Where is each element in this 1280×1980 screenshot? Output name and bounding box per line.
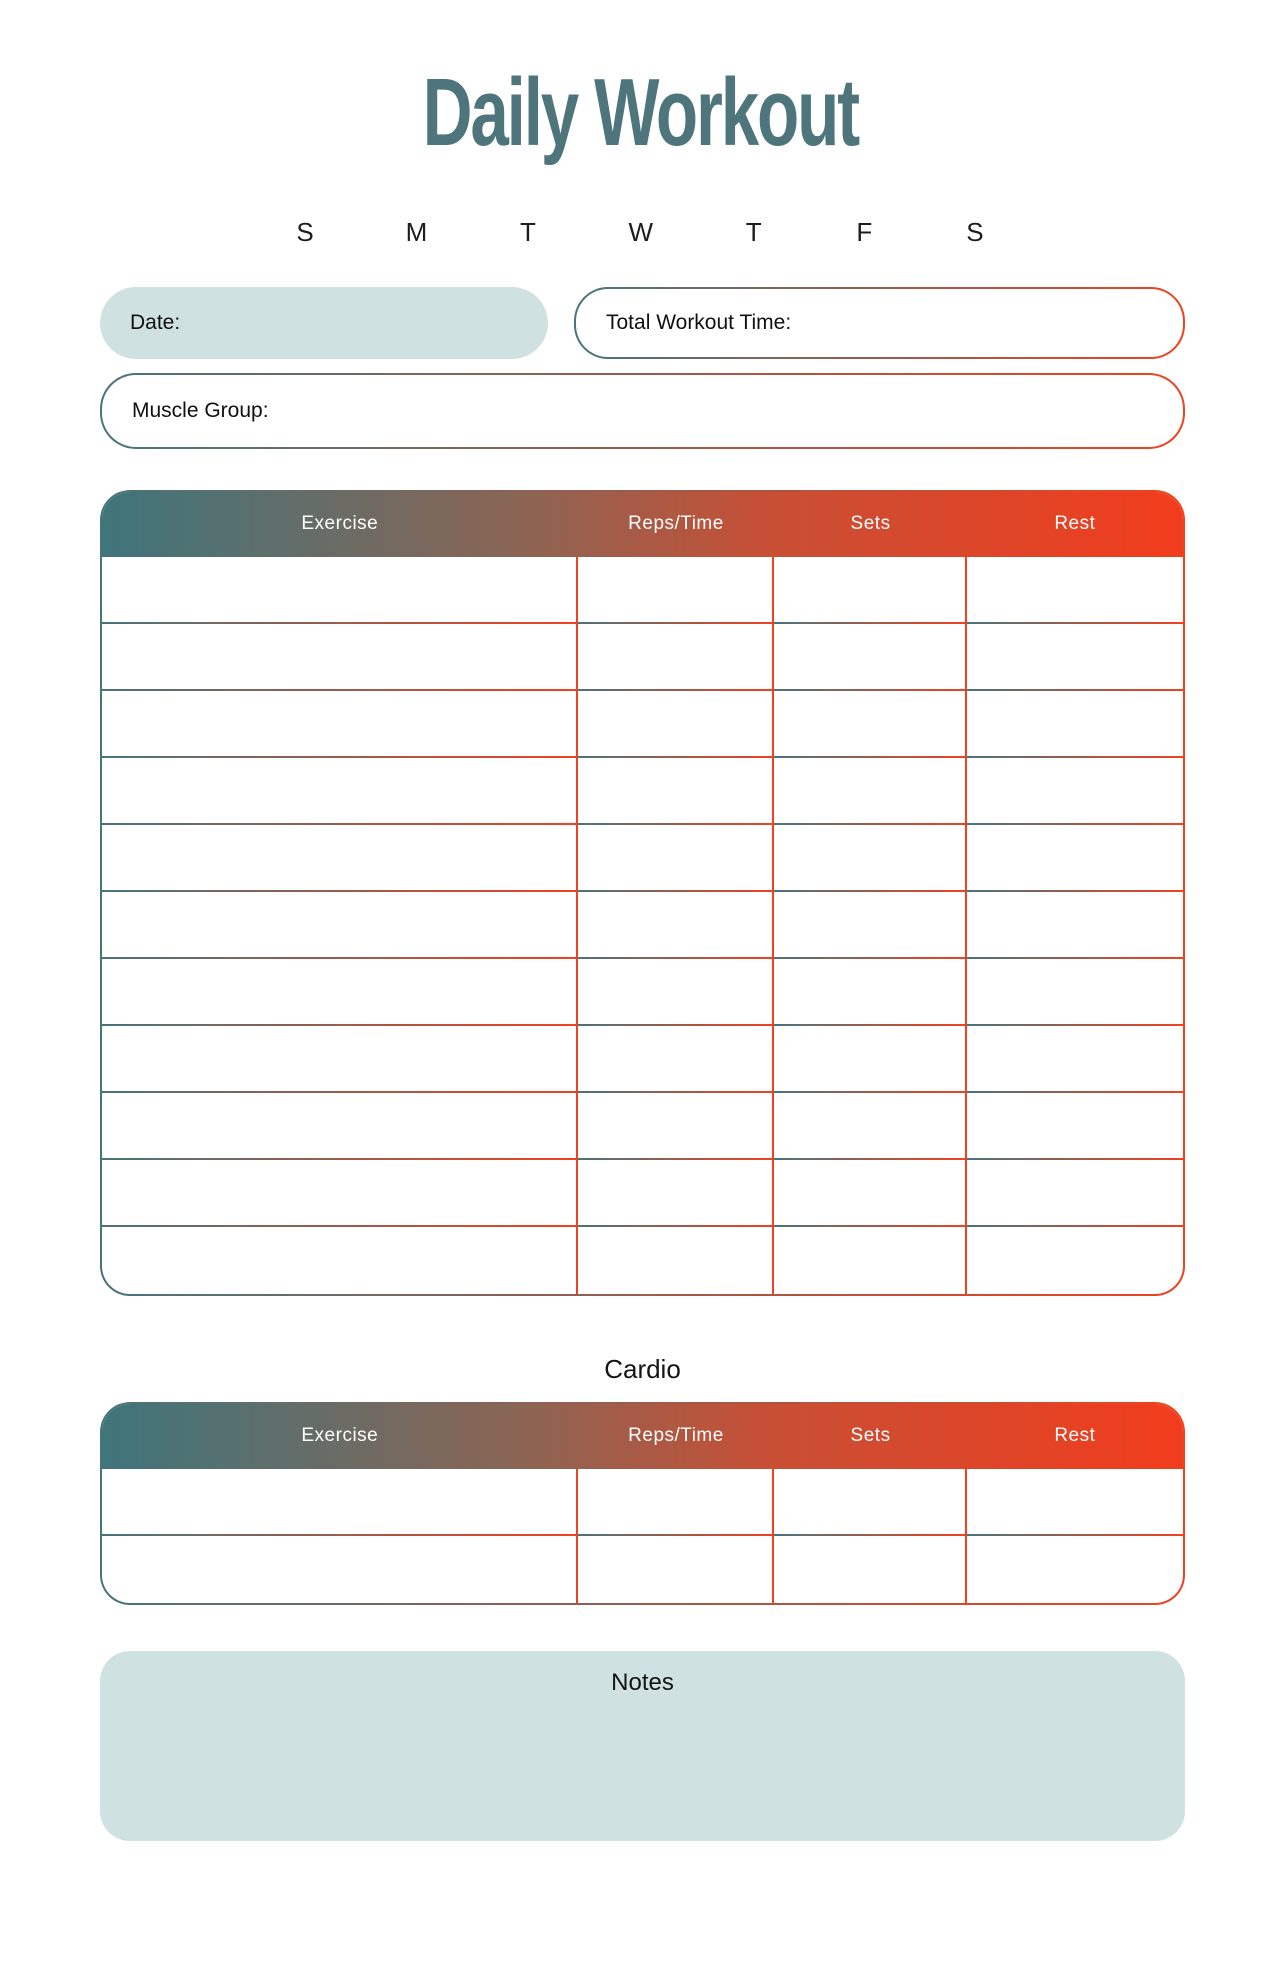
table-row: [102, 758, 1183, 825]
cell-reps-time[interactable]: [578, 1093, 775, 1160]
cell-reps-time[interactable]: [578, 1536, 775, 1603]
cell-rest[interactable]: [967, 825, 1183, 892]
cell-sets[interactable]: [774, 557, 966, 624]
exercise-table-header: [102, 492, 1183, 557]
day-initial-w[interactable]: W: [628, 217, 654, 248]
column-header-rest: Rest: [1054, 1425, 1096, 1447]
cell-reps-time[interactable]: [578, 557, 775, 624]
cardio-table: [100, 1402, 1185, 1605]
cell-reps-time[interactable]: [578, 959, 775, 1026]
muscle-group-label: Muscle Group:: [132, 398, 269, 422]
table-row: [102, 1536, 1183, 1603]
cell-sets[interactable]: [774, 1536, 966, 1603]
cell-reps-time[interactable]: [578, 624, 775, 691]
table-row: [102, 825, 1183, 892]
column-header-sets: Sets: [850, 513, 891, 535]
muscle-group-field[interactable]: [100, 373, 1185, 449]
cell-rest[interactable]: [967, 1160, 1183, 1227]
cardio-table-body: [102, 1469, 1183, 1603]
column-header-reps-time: Reps/Time: [628, 1425, 724, 1447]
day-initial-f[interactable]: F: [856, 217, 873, 248]
day-initial-s[interactable]: S: [296, 217, 314, 248]
cell-sets[interactable]: [774, 1093, 966, 1160]
cell-rest[interactable]: [967, 1026, 1183, 1093]
cell-exercise[interactable]: [102, 892, 578, 959]
cell-exercise[interactable]: [102, 557, 578, 624]
cardio-section-heading: Cardio: [604, 1353, 681, 1384]
cell-exercise[interactable]: [102, 1536, 578, 1603]
muscle-group-inner: [102, 375, 1183, 447]
cell-rest[interactable]: [967, 691, 1183, 758]
date-field[interactable]: [100, 287, 548, 359]
column-header-sets: Sets: [850, 1425, 891, 1447]
cell-reps-time[interactable]: [578, 892, 775, 959]
cell-sets[interactable]: [774, 624, 966, 691]
exercise-table-inner: [102, 492, 1183, 1294]
total-workout-time-field[interactable]: [574, 287, 1185, 359]
total-workout-time-inner: [576, 289, 1183, 357]
day-initial-t[interactable]: T: [745, 217, 762, 248]
cell-rest[interactable]: [967, 624, 1183, 691]
cell-reps-time[interactable]: [578, 825, 775, 892]
table-row: [102, 1160, 1183, 1227]
total-workout-time-label: Total Workout Time:: [606, 310, 792, 334]
cell-exercise[interactable]: [102, 1160, 578, 1227]
cell-rest[interactable]: [967, 892, 1183, 959]
cell-rest[interactable]: [967, 1536, 1183, 1603]
cell-rest[interactable]: [967, 959, 1183, 1026]
exercise-table-body: [102, 557, 1183, 1294]
cardio-table-header: [102, 1404, 1183, 1469]
cell-sets[interactable]: [774, 1227, 966, 1294]
cell-reps-time[interactable]: [578, 758, 775, 825]
cell-exercise[interactable]: [102, 959, 578, 1026]
cell-exercise[interactable]: [102, 691, 578, 758]
cell-exercise[interactable]: [102, 1469, 578, 1536]
cell-reps-time[interactable]: [578, 1227, 775, 1294]
column-header-exercise: Exercise: [301, 1425, 379, 1447]
table-row: [102, 557, 1183, 624]
cell-sets[interactable]: [774, 825, 966, 892]
cell-exercise[interactable]: [102, 1093, 578, 1160]
date-field-label: Date:: [130, 310, 181, 334]
column-header-rest: Rest: [1054, 513, 1096, 535]
cell-rest[interactable]: [967, 1093, 1183, 1160]
cell-reps-time[interactable]: [578, 1160, 775, 1227]
cardio-table-inner: [102, 1404, 1183, 1603]
table-row: [102, 624, 1183, 691]
cell-sets[interactable]: [774, 1160, 966, 1227]
cell-exercise[interactable]: [102, 1227, 578, 1294]
notes-label: Notes: [611, 1668, 674, 1696]
planner-page: [0, 60, 1280, 1980]
column-header-exercise: Exercise: [301, 513, 379, 535]
cell-sets[interactable]: [774, 892, 966, 959]
cell-reps-time[interactable]: [578, 1026, 775, 1093]
cell-rest[interactable]: [967, 557, 1183, 624]
table-row: [102, 1026, 1183, 1093]
cell-exercise[interactable]: [102, 758, 578, 825]
exercise-table: [100, 490, 1185, 1296]
page-title: [0, 60, 1280, 166]
cell-rest[interactable]: [967, 758, 1183, 825]
table-row: [102, 892, 1183, 959]
notes-area[interactable]: [100, 1651, 1185, 1841]
day-initial-m[interactable]: M: [405, 217, 428, 248]
weekday-selector: [295, 216, 985, 250]
column-header-reps-time: Reps/Time: [628, 513, 724, 535]
cell-rest[interactable]: [967, 1469, 1183, 1536]
cell-sets[interactable]: [774, 691, 966, 758]
cell-sets[interactable]: [774, 959, 966, 1026]
cell-sets[interactable]: [774, 1026, 966, 1093]
top-fields-row: [100, 287, 1185, 359]
cell-rest[interactable]: [967, 1227, 1183, 1294]
cell-exercise[interactable]: [102, 624, 578, 691]
table-row: [102, 1227, 1183, 1294]
cell-exercise[interactable]: [102, 1026, 578, 1093]
table-row: [102, 959, 1183, 1026]
table-row: [102, 1469, 1183, 1536]
cell-sets[interactable]: [774, 1469, 966, 1536]
cell-reps-time[interactable]: [578, 1469, 775, 1536]
day-initial-s[interactable]: S: [966, 217, 984, 248]
day-initial-t[interactable]: T: [519, 217, 536, 248]
cell-sets[interactable]: [774, 758, 966, 825]
cell-exercise[interactable]: [102, 825, 578, 892]
page-title-text: Daily Workout: [422, 59, 858, 166]
cell-reps-time[interactable]: [578, 691, 775, 758]
table-row: [102, 1093, 1183, 1160]
table-row: [102, 691, 1183, 758]
